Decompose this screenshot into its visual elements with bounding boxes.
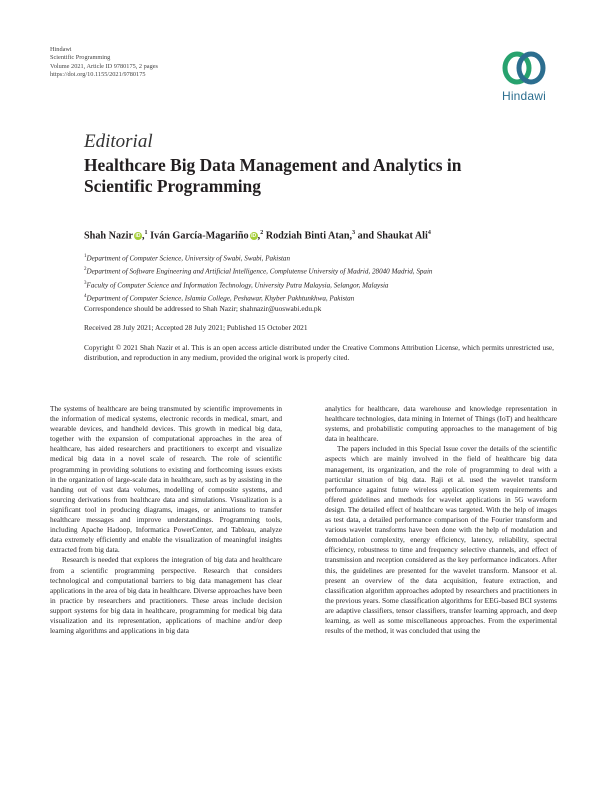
- paragraph: analytics for healthcare, data warehouse and knowledge representation in healthcare technologies, data mining in Internet of Things (IoT) and healthcare systems, and probabilistic computing approaches to the management of big data in healthcare.: [325, 404, 557, 444]
- publication-dates: Received 28 July 2021; Accepted 28 July 2021; Published 15 October 2021: [84, 323, 308, 332]
- affiliation-item: $^2$Department of Software Engineering and Artificial Intelligence, Complutense University of Madrid, 28040 Madrid, Spain: [84, 267, 433, 276]
- copyright-notice: Copyright © 2021 Shah Nazir et al. This is an open access article distributed under the Creative Commons Attribution License, which permits unrestricted use, distribution, and reproduction in any medium, provided the original work is properly cited.: [84, 343, 554, 362]
- paragraph: Research is needed that explores the integration of big data and healthcare from a scientific programming perspective. Research that considers technological and computational barriers to big data management has clear applications in the area of big data in healthcare. Diverse approaches have been in practice by researchers and practitioners. These areas include decision support systems for big data in healthcare, programming for medical big data visualization and its representation, applications of machine and/or deep learning algorithms and applications in big data: [50, 555, 282, 636]
- author-affiliation-mark: 4: [427, 230, 431, 236]
- author-name: Iván García-Magariño: [150, 230, 249, 242]
- orcid-icon[interactable]: iD: [135, 233, 141, 240]
- publisher-name: Hindawi: [50, 46, 72, 53]
- author-affiliation-mark: 3: [352, 230, 356, 236]
- affiliation-item: $^4$Department of Computer Science, Islamia College, Peshawar, Khyber Pakhtunkhwa, Pakistan: [84, 294, 355, 303]
- body-column-left: [50, 404, 282, 636]
- hindawi-logo: [492, 48, 556, 103]
- journal-header: [50, 46, 158, 80]
- doi-link[interactable]: https://doi.org/10.1155/2021/9780175: [50, 71, 146, 79]
- affiliations: [84, 251, 432, 304]
- author-affiliation-mark: 1: [144, 230, 148, 236]
- orcid-icon[interactable]: iD: [251, 233, 257, 240]
- affiliation-item: $^1$Department of Computer Science, University of Swabi, Swabi, Pakistan: [84, 254, 291, 263]
- journal-name: Scientific Programming: [50, 54, 111, 62]
- hindawi-logo-icon: [501, 48, 547, 88]
- article-title: Healthcare Big Data Management and Analytics in Scientific Programming: [84, 155, 462, 196]
- body-column-right: [325, 404, 557, 636]
- paragraph: The papers included in this Special Issue cover the details of the scientific aspects which are mainly involved in the field of healthcare big data management, its organization, and the role of programming to deal with a particular situation of big data. Raji et al. used the wavelet transform performance against future wireless application system requirements and offered guidelines and methods for wavelet applications in 5G waveform design. The detailed effect of healthcare was targeted. With the help of images as test data, a detailed performance comparison of the Fourier transform and various wavelet transforms have been done with the help of modulation and demodulation complexity, energy efficiency, latency, reliability, spectral efficiency, robustness to time and frequency selective channels, and effect of transmission and reception considered as the key performance indicators. After this, the guidelines are presented for the wavelet transform. Mansoor et al. present an overview of the data acquisition, feature extraction, and classification algorithm approaches adopted by researchers and practitioners in the previous years. Some classification algorithms for EEG-based BCI systems are adaptive classifiers, tensor classifiers, transfer learning approach, and deep learning, as well as some miscellaneous approaches. From the experimental results of the method, it was concluded that using the: [325, 444, 557, 636]
- author-affiliation-mark: 2: [260, 230, 264, 236]
- article-type: Editorial: [84, 131, 153, 152]
- volume-info: Volume 2021, Article ID 9780175, 2 pages: [50, 62, 158, 70]
- paragraph: The systems of healthcare are being transmuted by scientific improvements in the information of medical systems, electronic records in medical, smart, and wearable devices, and handheld devices. This growth in medical big data, together with the expansion of computational approaches in the area of healthcare, has aided researchers and practitioners to excerpt and visualize medical big data in a novel scale of research. The role of scientific programming in providing solutions to existing and forthcoming issues exists in the organization of large-scale data in healthcare, such as by assisting in the handing out of vast data volumes, modelling of composite systems, and sourcing derivations from healthcare data and simulations. Visualization is a significant tool in producing diagrams, images, or animations to transfer healthcare messages and improve understandings. Programming tools, including Apache Hadoop, Informatica PowerCenter, and Tableau, analyze data extremely efficiently and enable the visualization of meaningful insights extracted from big data.: [50, 404, 282, 555]
- author-name: and Shaukat Ali: [357, 230, 428, 242]
- author-list: Shah Nazir iD ,$^1$ Iván García-Magariño iD ,$^2$ Rodziah Binti Atan,$^3$ and Shaukat Ali$^4$: [84, 230, 431, 242]
- affiliation-item: $^3$Faculty of Computer Science and Information Technology, University Putra Malaysia, Selangor, Malaysia: [84, 280, 389, 290]
- author-name: Rodziah Binti Atan,: [265, 230, 353, 242]
- author-name: Shah Nazir: [84, 230, 133, 242]
- correspondence: Correspondence should be addressed to Shah Nazir; shahnazir@uoswabi.edu.pk: [84, 304, 322, 313]
- logo-wordmark: Hindawi: [501, 89, 547, 103]
